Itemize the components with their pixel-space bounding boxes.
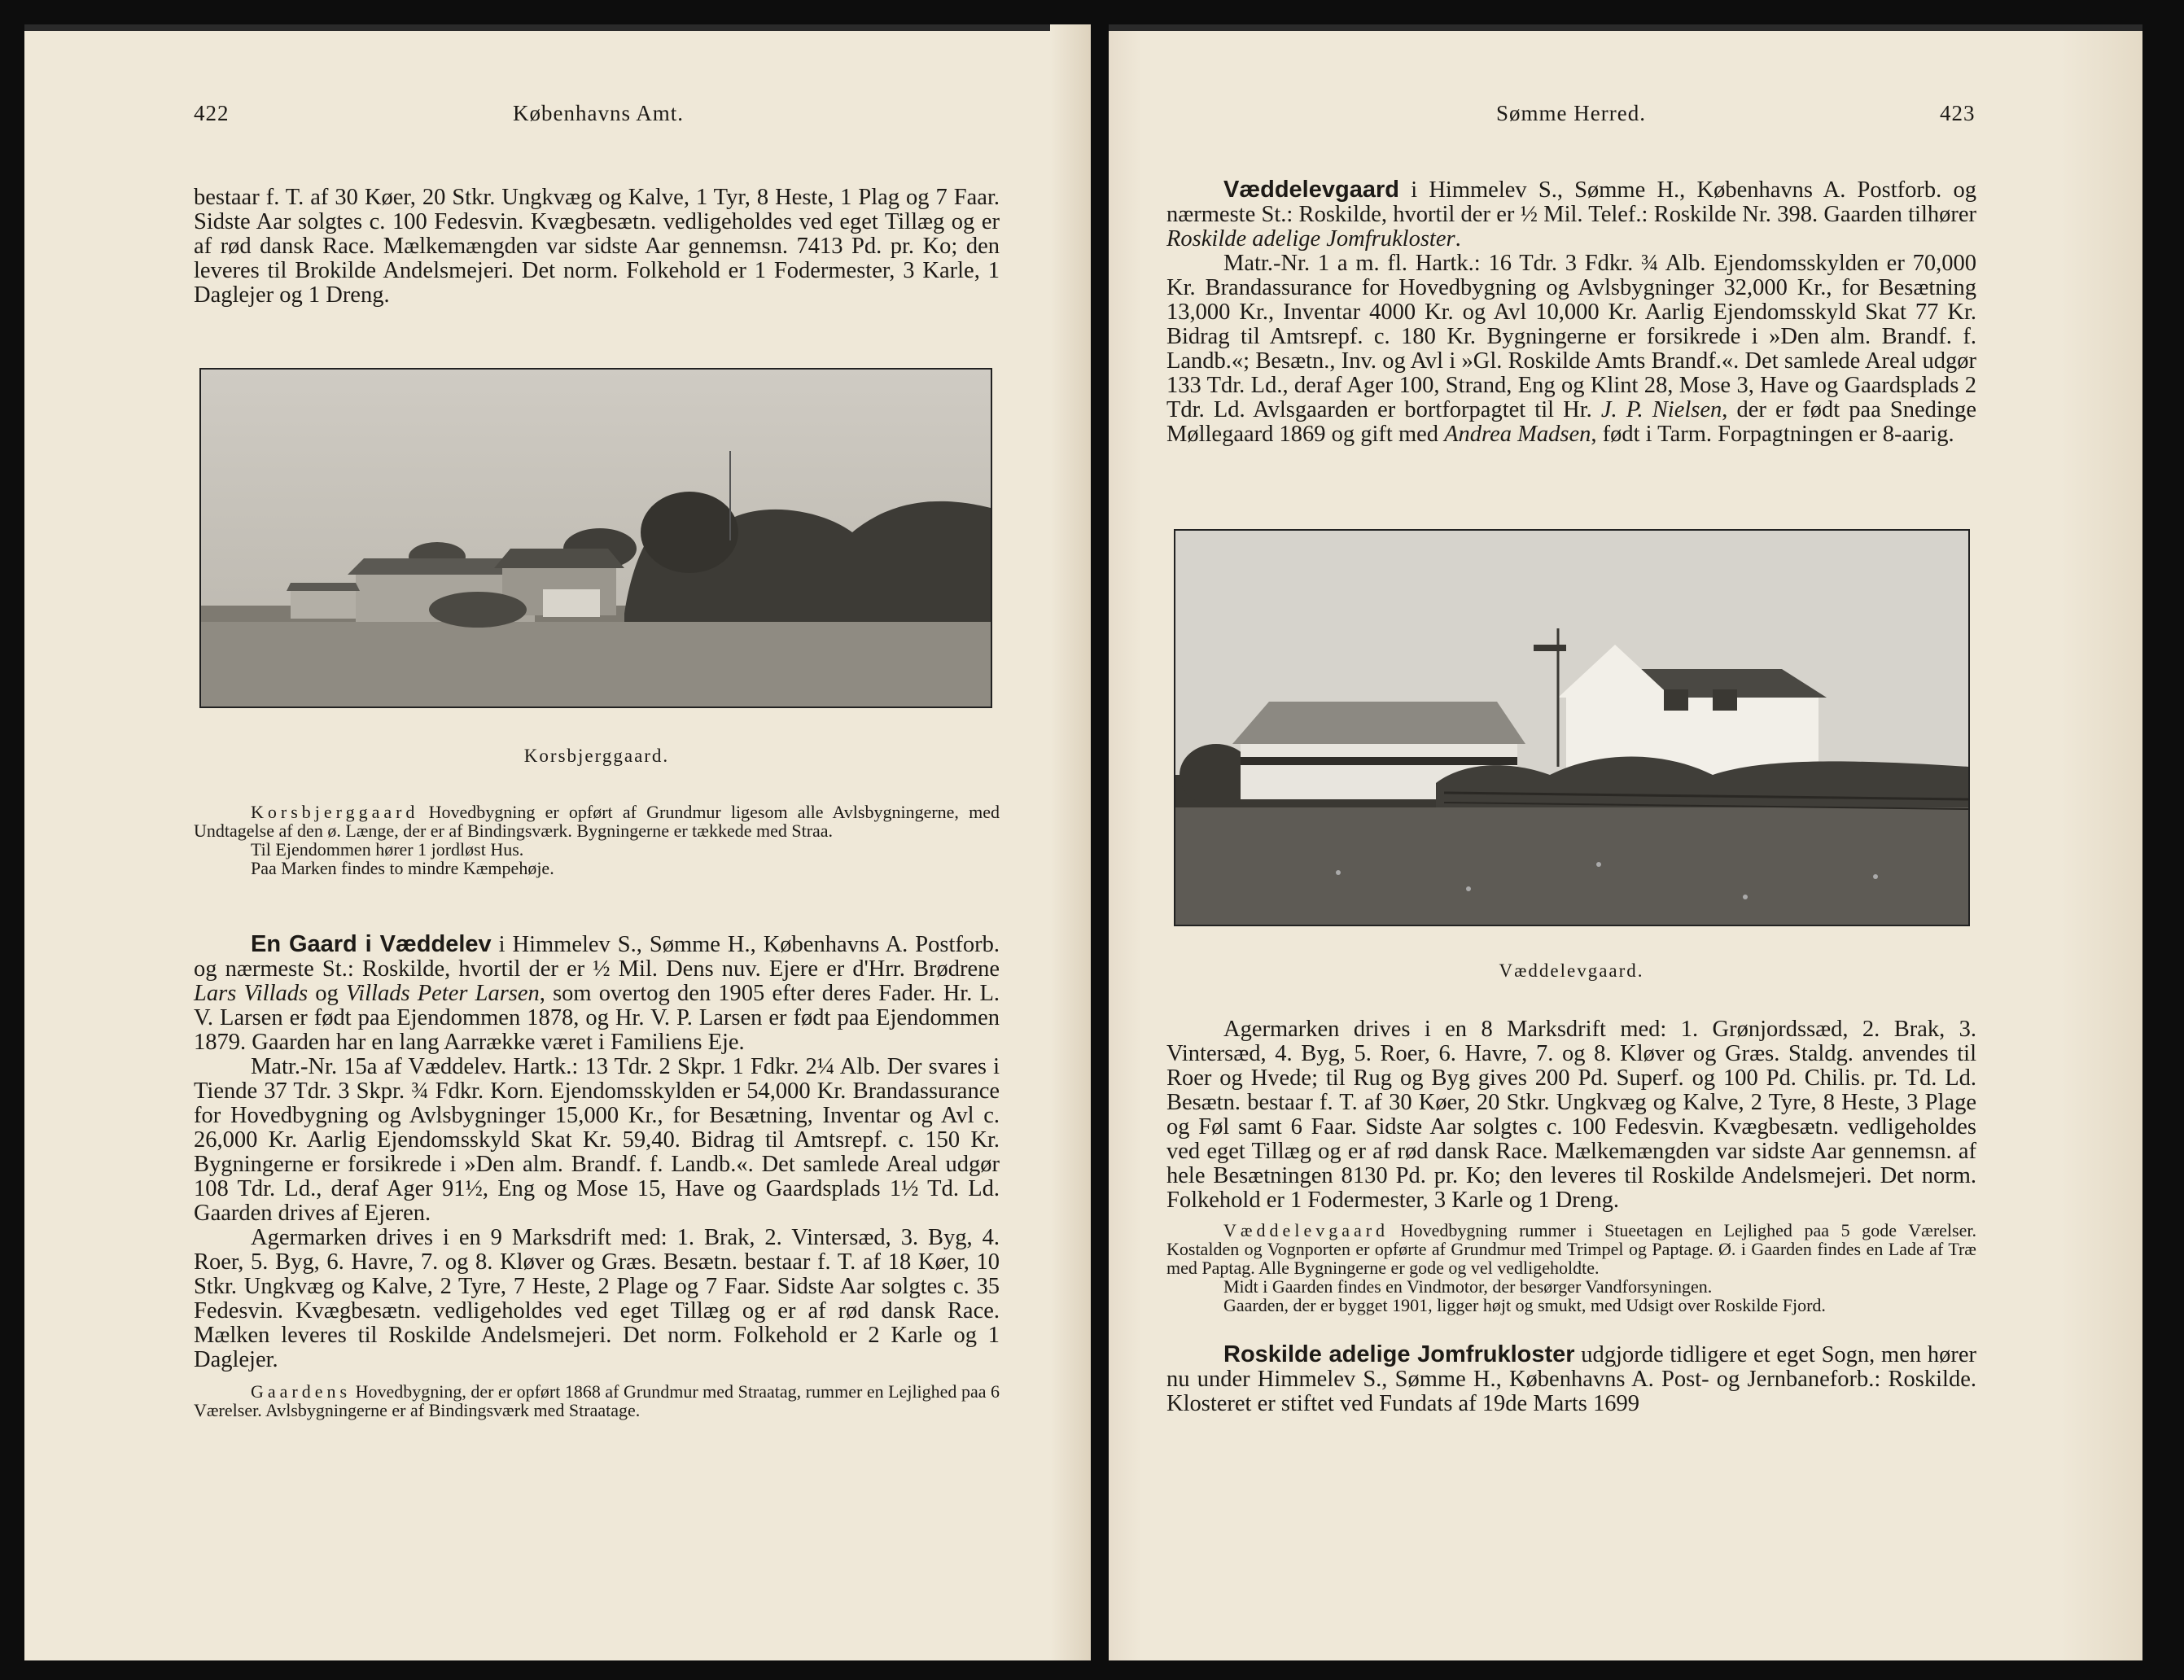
entry-text: .: [1455, 226, 1461, 252]
note-text: Hovedbygning rummer i Stueetagen en Lejlighed paa 5 gode Værelser. Kostalden og Vognporten er opførte af Grundmur med Trimpel og Paptage. Ø. i Gaarden findes en Lade af Træ med Paptag. Alle Bygningerne er gode og vel vedligeholdte.: [1166, 1220, 1976, 1278]
entry-text: i Himmelev S., Sømme H., Københavns A. Postforb. og nærmeste St.: Roskilde, hvortil der er ½ Mil. Dens nuv. Ejere er d'Hrr. Brødrene: [194, 932, 1000, 982]
page-number-right: 423: [1940, 101, 1976, 125]
entry-text: og: [308, 981, 346, 1006]
book-gutter: [1050, 24, 1091, 1660]
korsbjerggaard-photo: [199, 368, 992, 708]
owner-name: Roskilde adelige Jomfrukloster: [1166, 226, 1455, 252]
vaeddelevgaard-caption: Væddelevgaard.: [1499, 960, 1644, 981]
vaeddelevgaard-photo: [1174, 529, 1970, 926]
page-number-left: 422: [194, 101, 230, 125]
note-lead: Væddelevgaard: [1223, 1220, 1390, 1240]
owner-name: Villads Peter Larsen: [345, 981, 540, 1006]
entry-text: udgjorde tidligere et eget Sogn, men hører nu under Himmelev S., Sømme H., Københavns A. Post- og Jernbaneforb.: Roskilde. Klosteret er stiftet ved Fundats af 19de Marts 1699: [1166, 1342, 1976, 1416]
note-line: Gaarden, der er bygget 1901, ligger højt og smukt, med Udsigt over Roskilde Fjord.: [1223, 1295, 1826, 1315]
paragraph: Agermarken drives i en 9 Marksdrift med: 1. Brak, 2. Vintersæd, 3. Byg, 4. Roer, 5. Byg, 6. Havre, 7. og 8. Kløver og Græs. Besætn. bestaar f. T. af 18 Køer, 10 Stkr. Ungkvæg og Kalve, 2 Tyre, 7 Heste, 2 Plage og 7 Faar. Sidste Aar solgtes c. 35 Fedesvin. Kvægbesætn. vedligeholdes ved eget Tillæg og er af rød dansk Race. Mælken leveres til Roskilde Andelsmejeri. Det norm. Folkehold er 2 Karle og 1 Daglejer.: [194, 1225, 1000, 1372]
entry-text: , født i Tarm. Forpagtningen er 8-aarig.: [1591, 422, 1954, 447]
paragraph: Matr.-Nr. 15a af Væddelev. Hartk.: 13 Tdr. 2 Skpr. 1 Fdkr. 2¼ Alb. Der svares i Tiende 37 Tdr. 3 Skpr. ¾ Fdkr. Korn. Ejendomsskylden er 54,000 Kr. Brandassurance for Hovedbygning og Avlsbygninger 15,000 Kr., for Besætning, Inventar og Avl c. 26,000 Kr. Aarlig Ejendomsskyld Skat Kr. 59,40. Bidrag til Amtsrepf. c. 150 Kr. Bygningerne er forsikrede i »Den alm. Brandf. f. Landb.«. Det samlede Areal udgør 108 Tdr. Ld., deraf Ager 91½, Eng og Mose 15, Have og Gaardsplads 1½ Td. Ld. Gaarden drives af Ejeren.: [194, 1054, 1000, 1226]
tenant-name: J. P. Nielsen: [1600, 397, 1722, 422]
entry-text: i Himmelev S., Sømme H., Københavns A. Postforb. og nærmeste St.: Roskilde, hvortil der er ½ Mil. Telef.: Roskilde Nr. 398. Gaarden tilhører: [1166, 177, 1976, 227]
entry-text: Matr.-Nr. 1 a m. fl. Hartk.: 16 Tdr. 3 Fdkr. ¾ Alb. Ejendomsskylden er 70,000 Kr. Brandassurance for Hovedbygning og Avlsbygninger 32,000 Kr., for Besætning 13,000 Kr., Inventar 4000 Kr. og Avl 10,000 Kr. Aarlig Ejendomsskyld Skat 77 Kr. Bidrag til Amtsrepf. c. 180 Kr. Bygningerne er forsikrede i »Den alm. Brandf. f. Landb.«; Besætn., Inv. og Avl i »Gl. Roskilde Amts Brandf.«. Det samlede Areal udgør 133 Tdr. Ld., deraf Ager 100, Strand, Eng og Klint 28, Mose 3, Have og Gaardsplads 2 Tdr. Ld. Avlsgaarden er bortforpagtet til Hr.: [1166, 251, 1976, 422]
note-line: Paa Marken findes to mindre Kæmpehøje.: [251, 858, 554, 878]
spouse-name: Andrea Madsen: [1444, 422, 1591, 447]
running-head-left: Københavns Amt.: [513, 101, 684, 125]
korsbjerggaard-note: [194, 803, 1000, 877]
paragraph: bestaar f. T. af 30 Køer, 20 Stkr. Ungkvæg og Kalve, 1 Tyr, 8 Heste, 1 Plag og 7 Faar. Sidste Aar solgtes c. 100 Fedesvin. Kvægbesætn. vedligeholdes ved eget Tillæg og er af rød dansk Race. Mælkemængden var sidste Aar gennemsn. 7413 Pd. pr. Ko; den leveres til Brokilde Andelsmejeri. Det norm. Folkehold er 1 Fodermester, 3 Karle, 1 Daglejer og 1 Dreng.: [194, 185, 1000, 308]
owner-name: Lars Villads: [194, 981, 309, 1006]
note-line: Midt i Gaarden findes en Vindmotor, der besørger Vandforsyningen.: [1223, 1276, 1713, 1297]
vaeddelevgaard-continued: [1166, 1017, 1976, 1416]
note-line: Til Ejendommen hører 1 jordløst Hus.: [251, 839, 524, 860]
entry-title: Væddelevgaard: [1223, 177, 1399, 203]
left-top-paragraph: [194, 186, 1000, 308]
running-head-right: Sømme Herred.: [1496, 101, 1646, 125]
korsbjerggaard-caption: Korsbjerggaard.: [523, 746, 670, 766]
en-gaard-entry: [194, 932, 1000, 1420]
entry-text: , som overtog den 1905 efter deres Fader. Hr. L. V. Larsen er født paa Ejendommen 1878, og Hr. V. P. Larsen er født paa Ejendommen 1879. Gaarden har en lang Aarrække været i Familiens Eje.: [194, 981, 1000, 1055]
note-lead: Korsbjerggaard: [251, 802, 419, 822]
entry-title: Roskilde adelige Jomfrukloster: [1223, 1341, 1575, 1367]
note-text: Hovedbygning, der er opført 1868 af Grundmur med Straatag, rummer en Lejlighed paa 6 Værelser. Avlsbygningerne er af Bindingsværk med Straatage.: [194, 1381, 1000, 1420]
note-text: Hovedbygning er opført af Grundmur ligesom alle Avlsbygningerne, med Undtagelse af den ø. Længe, der er af Bindingsværk. Bygningerne er tækkede med Straa.: [194, 802, 1000, 841]
note-lead: Gaardens: [251, 1381, 352, 1402]
paragraph: Agermarken drives i en 8 Marksdrift med: 1. Grønjordssæd, 2. Brak, 3. Vintersæd, 4. Byg, 5. Roer, 6. Havre, 7. og 8. Kløver og Græs. Staldg. anvendes til Roer og Hvede; til Rug og Byg gives 200 Pd. Superf. og 100 Pd. Chilis. pr. Td. Ld. Besætn. bestaar f. T. af 30 Køer, 20 Stkr. Ungkvæg og Kalve, 2 Tyre, 8 Heste, 3 Plage og Føl samt 6 Faar. Sidste Aar solgtes c. 100 Fedesvin. Kvægbesætn. vedligeholdes ved eget Tillæg og er af rød dansk Race. Mælkemængden var sidste Aar gennemsn. af hele Besætningen 8130 Pd. pr. Ko; den leveres til Roskilde Andelsmejeri. Det norm. Folkehold er 1 Fodermester, 3 Karle og 1 Dreng.: [1166, 1017, 1976, 1213]
entry-text: , der er født paa Snedinge Møllegaard 1869 og gift med: [1166, 397, 1976, 447]
vaeddelevgaard-entry: [1166, 177, 1976, 447]
entry-title: En Gaard i Væddelev: [251, 931, 492, 957]
